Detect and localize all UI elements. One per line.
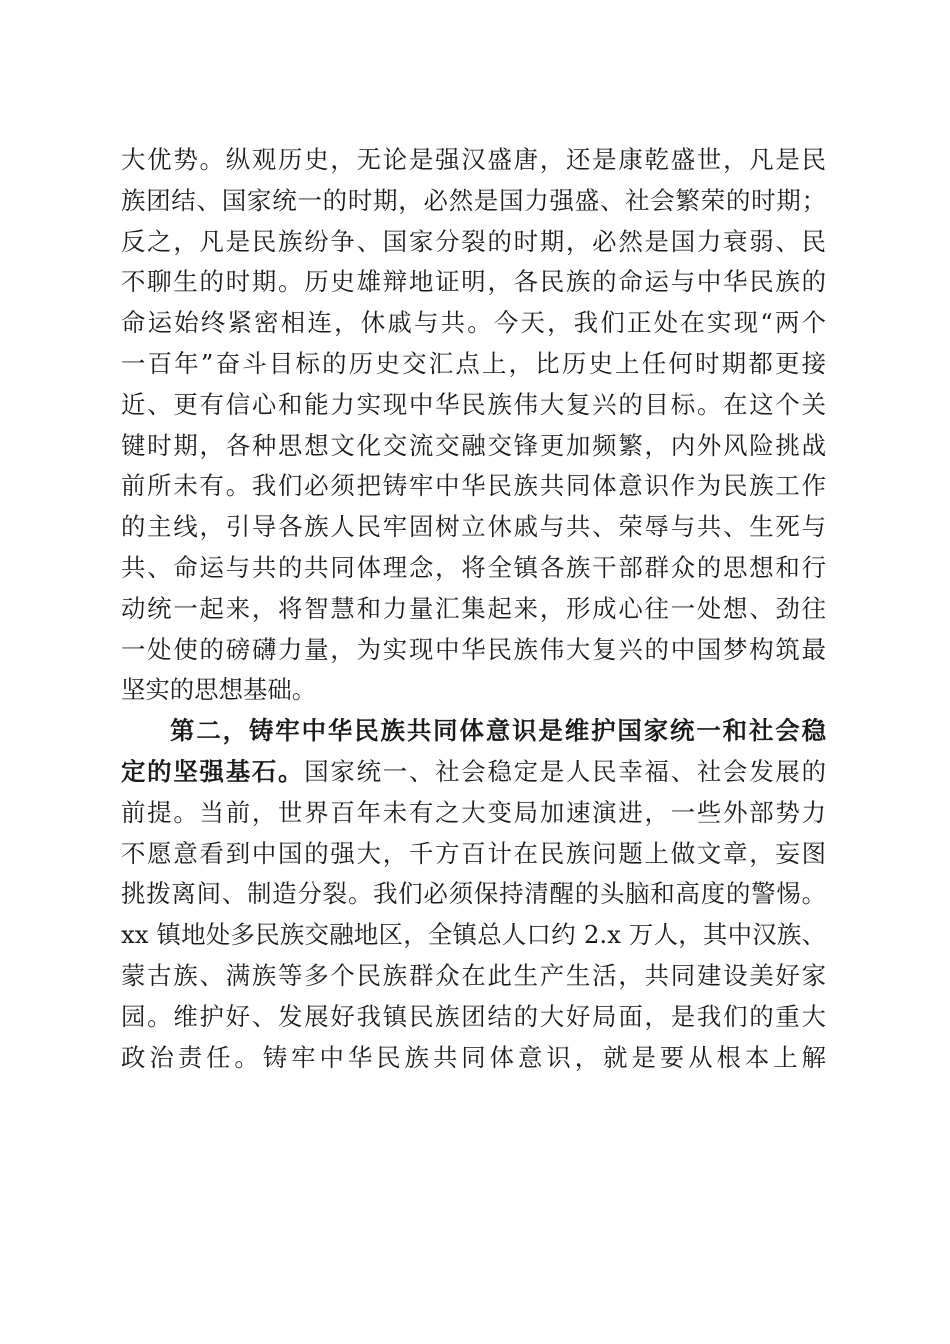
text-line: 一百年”奋斗目标的历史交汇点上，比历史上任何时期都更接 xyxy=(121,348,826,378)
text-span: 国家统一、社会稳定是人民幸福、社会发展的 xyxy=(304,756,826,786)
text-line: 前所未有。我们必须把铸牢中华民族共同体意识作为民族工作 xyxy=(121,471,826,501)
text-line: 命运始终紧密相连，休戚与共。今天，我们正处在实现“两个 xyxy=(121,308,826,338)
text-line: xx 镇地处多民族交融地区，全镇总人口约 2.x 万人，其中汉族、 xyxy=(121,920,826,950)
document-body xyxy=(121,140,826,1078)
text-line: 政治责任。铸牢中华民族共同体意识，就是要从根本上解 xyxy=(121,1042,826,1072)
text-line: 键时期，各种思想文化交流交融交锋更加频繁，内外风险挑战 xyxy=(121,430,826,460)
section-heading-line: 第二，铸牢中华民族共同体意识是维护国家统一和社会稳 xyxy=(170,716,826,746)
text-line: 大优势。纵观历史，无论是强汉盛唐，还是康乾盛世，凡是民 xyxy=(121,145,826,174)
text-line: 共、命运与共的共同体理念，将全镇各族干部群众的思想和行 xyxy=(121,552,826,582)
text-line: 园。维护好、发展好我镇民族团结的大好局面，是我们的重大 xyxy=(121,1001,826,1031)
text-line: 前提。当前，世界百年未有之大变局加速演进，一些外部势力 xyxy=(121,797,826,827)
text-line: 不聊生的时期。历史雄辩地证明，各民族的命运与中华民族的 xyxy=(121,267,826,297)
text-line: 反之，凡是民族纷争、国家分裂的时期，必然是国力衰弱、民 xyxy=(121,226,826,256)
section-heading-tail: 定的坚强基石。 xyxy=(121,756,305,786)
text-line: 族团结、国家统一的时期，必然是国力强盛、社会繁荣的时期； xyxy=(121,185,826,215)
text-line: 挑拨离间、制造分裂。我们必须保持清醒的头脑和高度的警惕。 xyxy=(121,879,826,909)
text-line: 蒙古族、满族等多个民族群众在此生产生活，共同建设美好家 xyxy=(121,960,826,990)
text-line: 动统一起来，将智慧和力量汇集起来，形成心往一处想、劲往 xyxy=(121,593,826,623)
text-line: 近、更有信心和能力实现中华民族伟大复兴的目标。在这个关 xyxy=(121,389,826,419)
text-line: 一处使的磅礴力量，为实现中华民族伟大复兴的中国梦构筑最 xyxy=(121,634,826,664)
text-line: 不愿意看到中国的强大，千方百计在民族问题上做文章，妄图 xyxy=(121,838,826,868)
text-line: 坚实的思想基础。 xyxy=(121,675,317,705)
text-line: 的主线，引导各族人民牢固树立休戚与共、荣辱与共、生死与 xyxy=(121,512,826,542)
text-line xyxy=(121,752,826,793)
